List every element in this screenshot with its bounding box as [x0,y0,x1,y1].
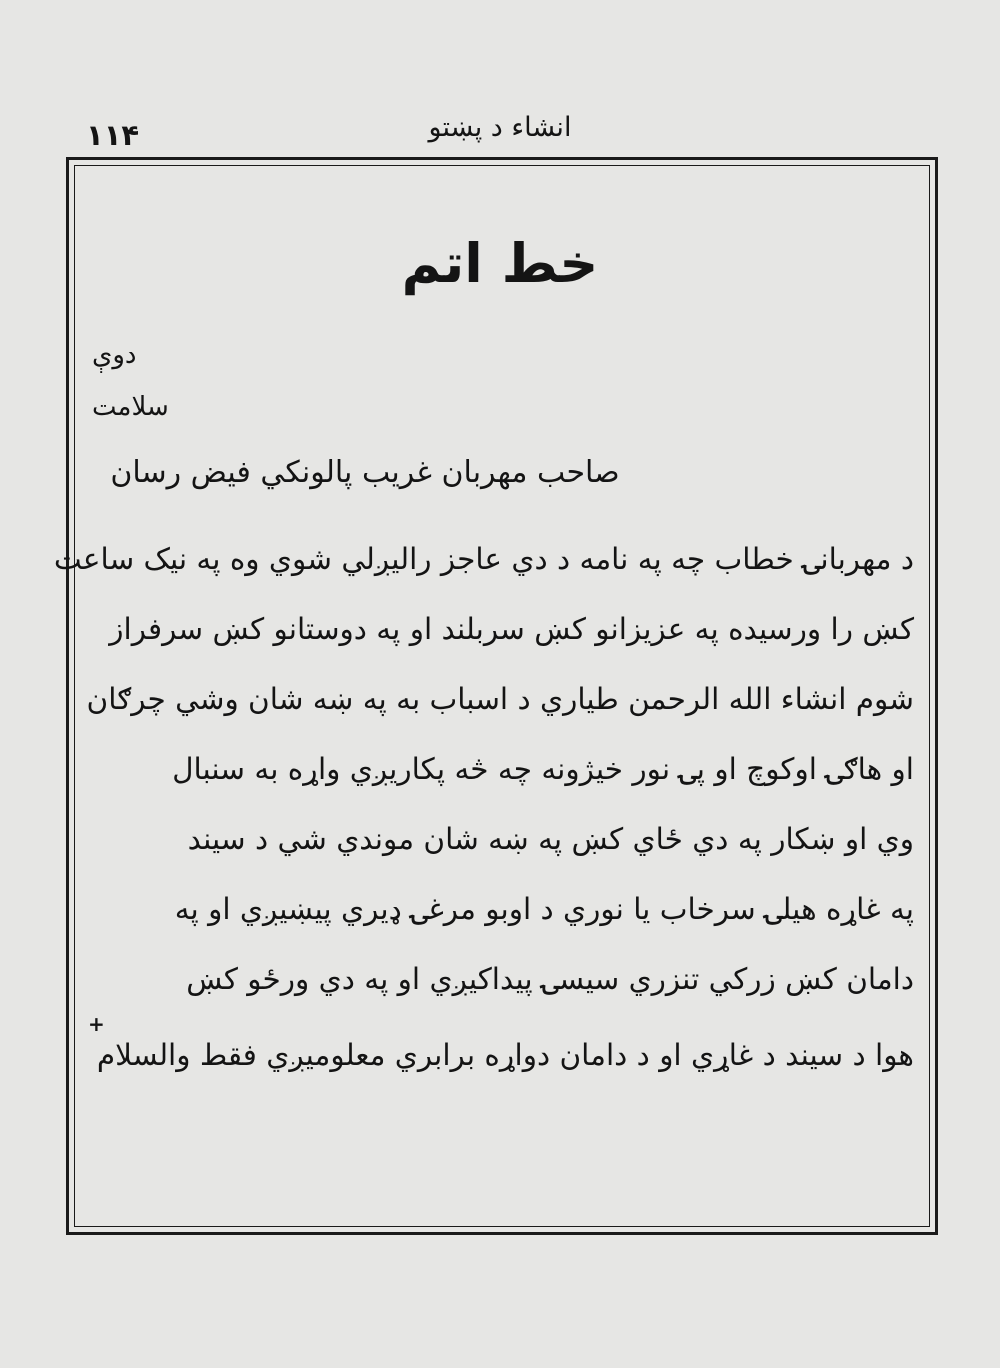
running-head: انشاء د پښتو [428,112,572,143]
body-line: هوا د سیند د غاړي او د دامان دواړه برابري معلومیږي فقط والسلام [96,1038,914,1072]
body-line: او هاګۍ اوکوچ او پۍ نور خیژونه چه څه پکاریږي واړه به سنبال [172,752,914,786]
body-line: وي او ښکار په دي ځاي کښ په ښه شان موندي شي د سیند [187,822,914,856]
salutation-line: سلامت [92,392,169,422]
salutation-line: دوې [92,340,137,370]
letter-title: خط اتم [401,232,599,295]
body-line: شوم انشاء الله الرحمن طیاري د اسباب به په ښه شان وشي چرګان [86,682,914,716]
body-line: د مهربانۍ خطاب چه په نامه د دي عاجز رالیږلي شوي وه په نیک ساعت [53,542,914,576]
body-line: په غاړه هیلۍ سرخاب یا نوري د اوبو مرغۍ ډیري پیښیږي او په [174,892,914,926]
page-number: ۱۱۴ [86,118,140,152]
closing-cross-mark: + [88,1012,105,1036]
body-line: دامان کښ زرکي تنزري سیسۍ پیداکیږي او په دي ورځو کښ [186,962,914,996]
body-line: کښ را ورسیده په عزیزانو کښ سربلند او په دوستانو کښ سرفراز [109,612,914,646]
addressee-line: صاحب مهربان غریب پالونکي فیض رسان [110,455,620,490]
